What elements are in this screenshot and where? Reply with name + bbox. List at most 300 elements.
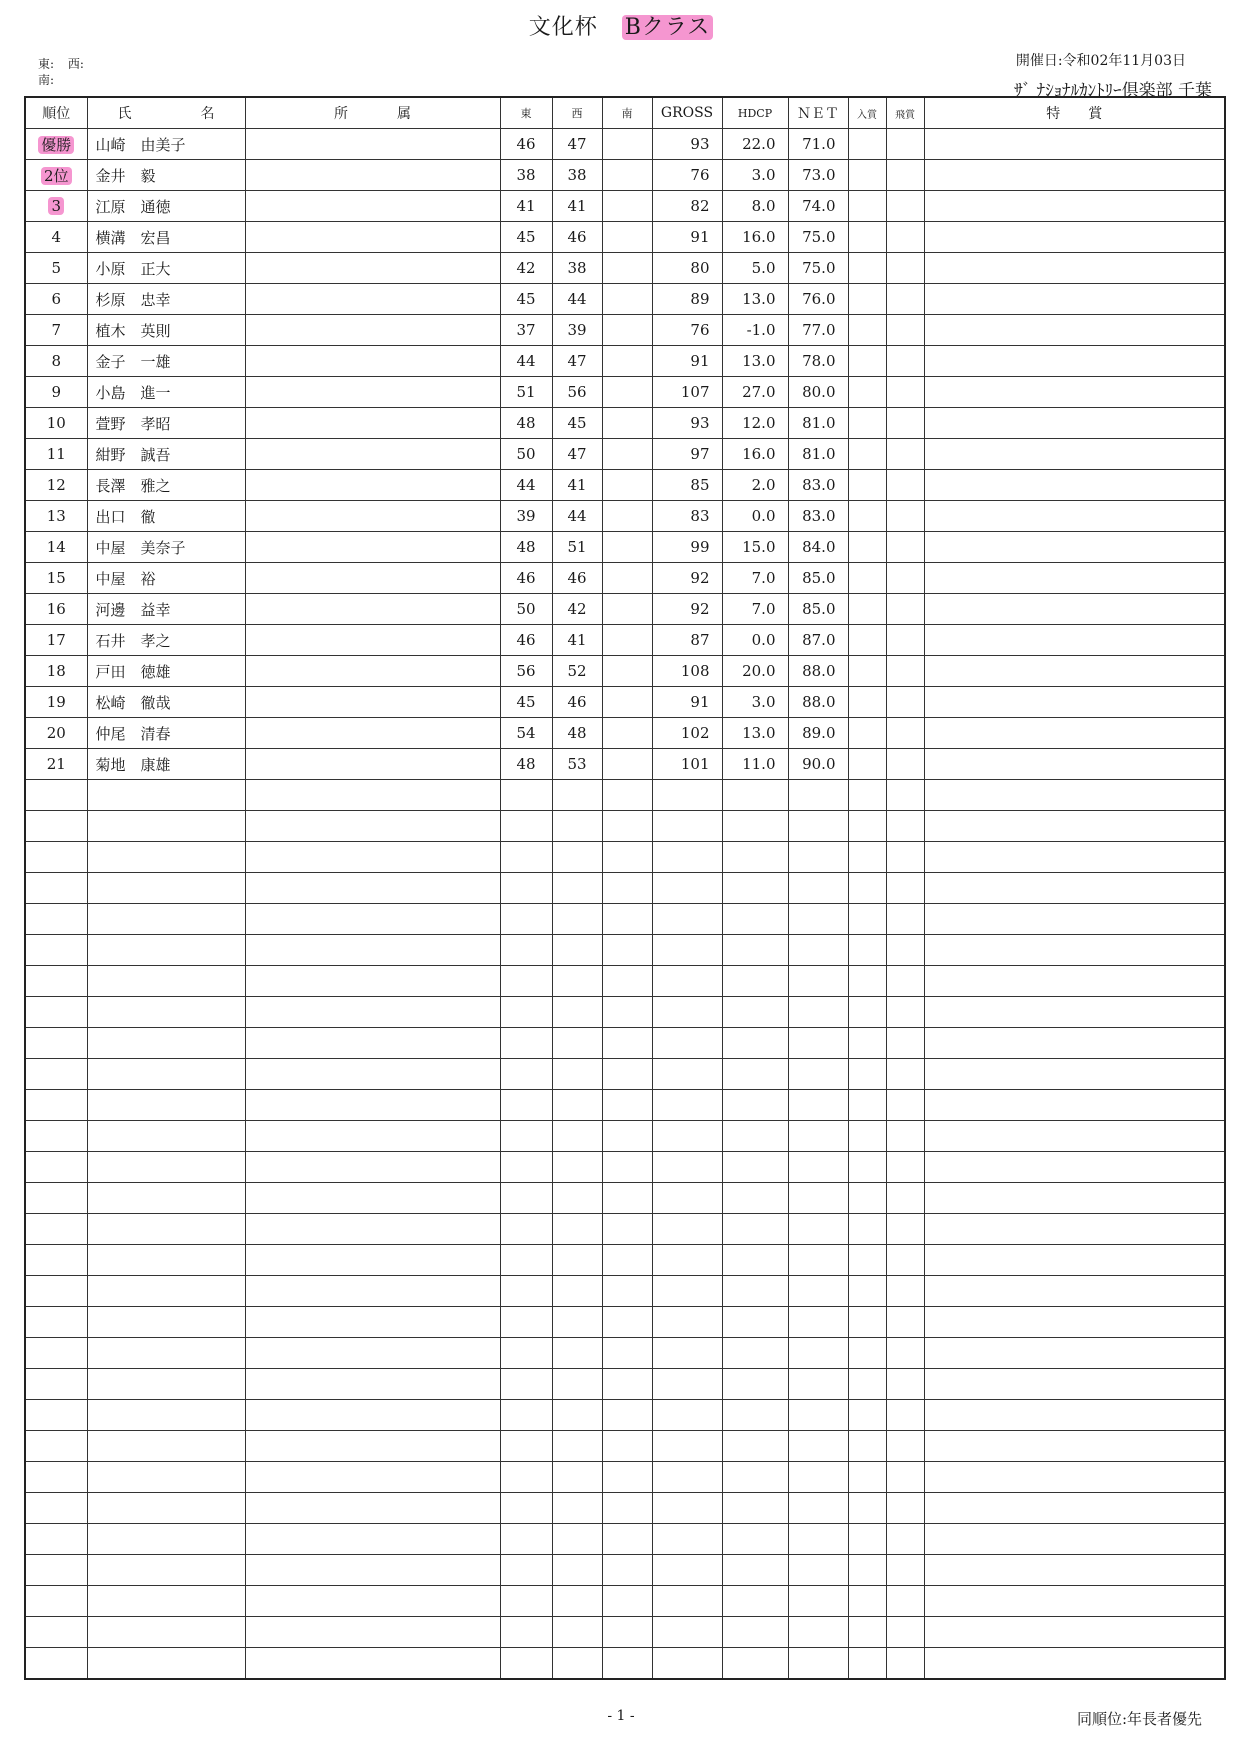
south-score-cell — [602, 1524, 652, 1555]
prize-cell — [848, 1276, 886, 1307]
table-row — [25, 594, 1225, 625]
east-score-cell — [500, 1555, 552, 1586]
page-title — [0, 10, 1242, 41]
west-score-cell: 41 — [552, 191, 602, 222]
rank-cell: 8 — [25, 346, 87, 377]
prize-cell — [848, 160, 886, 191]
table-header-row — [25, 97, 1225, 129]
col-prize: 入賞 — [848, 97, 886, 129]
affiliation-cell — [245, 563, 500, 594]
prize-cell — [848, 749, 886, 780]
east-score-cell: 38 — [500, 160, 552, 191]
special-cell — [924, 718, 1225, 749]
prize-cell — [848, 1152, 886, 1183]
gross-cell — [652, 1028, 722, 1059]
net-cell — [788, 1524, 848, 1555]
east-score-cell — [500, 1214, 552, 1245]
name-cell — [87, 1431, 245, 1462]
west-score-cell — [552, 1214, 602, 1245]
east-score-cell — [500, 1586, 552, 1617]
name-cell: 出口 徹 — [87, 501, 245, 532]
gross-cell — [652, 1152, 722, 1183]
table-row — [25, 191, 1225, 222]
south-score-cell — [602, 1152, 652, 1183]
hdcp-cell: -1.0 — [722, 315, 788, 346]
rank-cell — [25, 1462, 87, 1493]
east-score-cell: 45 — [500, 687, 552, 718]
table-row — [25, 408, 1225, 439]
west-score-cell — [552, 1059, 602, 1090]
special-cell — [924, 1369, 1225, 1400]
net-cell: 73.0 — [788, 160, 848, 191]
name-cell — [87, 1183, 245, 1214]
name-cell: 杉原 忠幸 — [87, 284, 245, 315]
south-score-cell — [602, 346, 652, 377]
affiliation-cell — [245, 687, 500, 718]
table-row — [25, 470, 1225, 501]
net-cell: 83.0 — [788, 470, 848, 501]
gross-cell: 89 — [652, 284, 722, 315]
longest-cell — [886, 377, 924, 408]
special-cell — [924, 439, 1225, 470]
prize-cell — [848, 1524, 886, 1555]
special-cell — [924, 501, 1225, 532]
hdcp-cell: 0.0 — [722, 625, 788, 656]
gross-cell — [652, 1648, 722, 1680]
net-cell: 83.0 — [788, 501, 848, 532]
south-score-cell — [602, 253, 652, 284]
hdcp-cell — [722, 1462, 788, 1493]
gross-cell: 102 — [652, 718, 722, 749]
gross-cell: 91 — [652, 687, 722, 718]
south-score-cell — [602, 842, 652, 873]
name-cell — [87, 1059, 245, 1090]
hdcp-cell — [722, 1400, 788, 1431]
empty-row — [25, 1307, 1225, 1338]
gross-cell — [652, 1121, 722, 1152]
empty-row — [25, 873, 1225, 904]
empty-row — [25, 1431, 1225, 1462]
special-cell — [924, 160, 1225, 191]
hdcp-cell — [722, 1028, 788, 1059]
special-cell — [924, 222, 1225, 253]
east-score-cell — [500, 1462, 552, 1493]
east-score-cell: 48 — [500, 749, 552, 780]
south-score-cell — [602, 501, 652, 532]
col-longest: 飛賞 — [886, 97, 924, 129]
affiliation-cell — [245, 1152, 500, 1183]
results-body — [25, 129, 1225, 1680]
west-score-cell — [552, 966, 602, 997]
special-cell — [924, 1617, 1225, 1648]
rank-cell: 13 — [25, 501, 87, 532]
affiliation-cell — [245, 1276, 500, 1307]
prize-cell — [848, 997, 886, 1028]
results-table — [24, 96, 1226, 1680]
hdcp-cell: 20.0 — [722, 656, 788, 687]
east-score-cell — [500, 1524, 552, 1555]
prize-cell — [848, 315, 886, 346]
east-score-cell — [500, 1307, 552, 1338]
name-cell — [87, 1617, 245, 1648]
net-cell: 88.0 — [788, 687, 848, 718]
rank-cell — [25, 780, 87, 811]
name-cell — [87, 1586, 245, 1617]
longest-cell — [886, 1648, 924, 1680]
rank-cell — [25, 1493, 87, 1524]
longest-cell — [886, 1245, 924, 1276]
net-cell — [788, 997, 848, 1028]
special-cell — [924, 1338, 1225, 1369]
name-cell — [87, 1152, 245, 1183]
table-row — [25, 718, 1225, 749]
south-score-cell — [602, 1369, 652, 1400]
rank-cell — [25, 1400, 87, 1431]
south-score-cell — [602, 966, 652, 997]
longest-cell — [886, 284, 924, 315]
table-row — [25, 625, 1225, 656]
empty-row — [25, 1028, 1225, 1059]
affiliation-cell — [245, 780, 500, 811]
prize-cell — [848, 718, 886, 749]
prize-cell — [848, 563, 886, 594]
empty-row — [25, 1462, 1225, 1493]
longest-cell — [886, 222, 924, 253]
class-label: Bクラス — [622, 15, 714, 40]
prize-cell — [848, 1183, 886, 1214]
special-cell — [924, 687, 1225, 718]
west-score-cell: 41 — [552, 625, 602, 656]
longest-cell — [886, 470, 924, 501]
gross-cell: 82 — [652, 191, 722, 222]
gross-cell: 107 — [652, 377, 722, 408]
col-affil-a: 所 — [334, 106, 349, 122]
net-cell — [788, 904, 848, 935]
empty-row — [25, 966, 1225, 997]
east-score-cell — [500, 935, 552, 966]
gross-cell — [652, 1586, 722, 1617]
west-score-cell — [552, 1276, 602, 1307]
longest-cell — [886, 687, 924, 718]
rank-cell: 21 — [25, 749, 87, 780]
gross-cell — [652, 1090, 722, 1121]
col-name-a: 氏 — [117, 106, 132, 122]
name-cell: 小島 進一 — [87, 377, 245, 408]
special-cell — [924, 408, 1225, 439]
col-affil-b: 属 — [396, 106, 411, 122]
empty-row — [25, 842, 1225, 873]
name-cell — [87, 966, 245, 997]
south-score-cell — [602, 1648, 652, 1680]
rank-cell: 11 — [25, 439, 87, 470]
hdcp-cell — [722, 1524, 788, 1555]
hdcp-cell — [722, 780, 788, 811]
empty-row — [25, 1121, 1225, 1152]
west-score-cell: 56 — [552, 377, 602, 408]
prize-cell — [848, 1245, 886, 1276]
net-cell: 77.0 — [788, 315, 848, 346]
east-score-cell: 42 — [500, 253, 552, 284]
special-cell — [924, 1462, 1225, 1493]
name-cell: 河邊 益幸 — [87, 594, 245, 625]
longest-cell — [886, 160, 924, 191]
net-cell — [788, 1648, 848, 1680]
affiliation-cell — [245, 501, 500, 532]
rank-cell — [25, 160, 87, 191]
rank-highlight: 3 — [48, 197, 64, 215]
hdcp-cell: 8.0 — [722, 191, 788, 222]
south-score-cell — [602, 222, 652, 253]
hdcp-cell — [722, 1152, 788, 1183]
empty-row — [25, 1183, 1225, 1214]
south-score-cell — [602, 656, 652, 687]
affiliation-cell — [245, 811, 500, 842]
east-score-cell — [500, 842, 552, 873]
gross-cell — [652, 904, 722, 935]
hdcp-cell: 7.0 — [722, 563, 788, 594]
south-score-cell — [602, 1400, 652, 1431]
west-score-cell: 46 — [552, 222, 602, 253]
empty-row — [25, 1152, 1225, 1183]
net-cell — [788, 1152, 848, 1183]
east-score-cell: 46 — [500, 625, 552, 656]
gross-cell — [652, 1307, 722, 1338]
rank-cell — [25, 1648, 87, 1680]
net-cell: 84.0 — [788, 532, 848, 563]
affiliation-cell — [245, 1493, 500, 1524]
prize-cell — [848, 1369, 886, 1400]
prize-cell — [848, 1493, 886, 1524]
longest-cell — [886, 1400, 924, 1431]
west-label: 西: — [67, 57, 84, 71]
west-score-cell: 48 — [552, 718, 602, 749]
col-east: 東 — [500, 97, 552, 129]
south-score-cell — [602, 1617, 652, 1648]
prize-cell — [848, 253, 886, 284]
special-cell — [924, 1555, 1225, 1586]
empty-row — [25, 1555, 1225, 1586]
special-cell — [924, 284, 1225, 315]
south-score-cell — [602, 935, 652, 966]
special-cell — [924, 1121, 1225, 1152]
south-score-cell — [602, 160, 652, 191]
rank-cell — [25, 1617, 87, 1648]
name-cell — [87, 997, 245, 1028]
longest-cell — [886, 966, 924, 997]
longest-cell — [886, 1152, 924, 1183]
affiliation-cell — [245, 346, 500, 377]
affiliation-cell — [245, 1369, 500, 1400]
longest-cell — [886, 129, 924, 160]
west-score-cell — [552, 1493, 602, 1524]
affiliation-cell — [245, 873, 500, 904]
name-cell — [87, 1369, 245, 1400]
west-score-cell — [552, 1338, 602, 1369]
west-score-cell: 44 — [552, 501, 602, 532]
longest-cell — [886, 1431, 924, 1462]
south-score-cell — [602, 1307, 652, 1338]
hdcp-cell — [722, 1338, 788, 1369]
rank-cell — [25, 935, 87, 966]
longest-cell — [886, 1059, 924, 1090]
name-cell — [87, 1493, 245, 1524]
rank-cell — [25, 1586, 87, 1617]
affiliation-cell — [245, 1183, 500, 1214]
name-cell — [87, 1338, 245, 1369]
special-cell — [924, 1059, 1225, 1090]
rank-cell — [25, 966, 87, 997]
rank-cell — [25, 1431, 87, 1462]
prize-cell — [848, 904, 886, 935]
rank-cell — [25, 904, 87, 935]
west-score-cell: 39 — [552, 315, 602, 346]
gross-cell — [652, 1214, 722, 1245]
affiliation-cell — [245, 966, 500, 997]
special-cell — [924, 1524, 1225, 1555]
col-name — [87, 97, 245, 129]
name-cell: 横溝 宏昌 — [87, 222, 245, 253]
prize-cell — [848, 1586, 886, 1617]
west-score-cell — [552, 811, 602, 842]
net-cell — [788, 1338, 848, 1369]
special-cell — [924, 594, 1225, 625]
prize-cell — [848, 439, 886, 470]
empty-row — [25, 1648, 1225, 1680]
rank-cell — [25, 1276, 87, 1307]
prize-cell — [848, 873, 886, 904]
east-score-cell: 56 — [500, 656, 552, 687]
east-score-cell — [500, 1276, 552, 1307]
east-score-cell: 51 — [500, 377, 552, 408]
south-score-cell — [602, 718, 652, 749]
east-score-cell — [500, 873, 552, 904]
east-score-cell — [500, 1400, 552, 1431]
special-cell — [924, 811, 1225, 842]
affiliation-cell — [245, 935, 500, 966]
prize-cell — [848, 408, 886, 439]
prize-cell — [848, 1462, 886, 1493]
gross-cell: 80 — [652, 253, 722, 284]
hdcp-cell — [722, 1493, 788, 1524]
gross-cell — [652, 811, 722, 842]
net-cell: 75.0 — [788, 222, 848, 253]
affiliation-cell — [245, 904, 500, 935]
hdcp-cell: 12.0 — [722, 408, 788, 439]
net-cell — [788, 1493, 848, 1524]
longest-cell — [886, 1462, 924, 1493]
hdcp-cell — [722, 1214, 788, 1245]
south-score-cell — [602, 1555, 652, 1586]
east-score-cell — [500, 1338, 552, 1369]
net-cell — [788, 811, 848, 842]
south-score-cell — [602, 470, 652, 501]
empty-row — [25, 1617, 1225, 1648]
prize-cell — [848, 1431, 886, 1462]
south-score-cell — [602, 1090, 652, 1121]
west-score-cell — [552, 1648, 602, 1680]
gross-cell — [652, 1276, 722, 1307]
west-score-cell: 46 — [552, 563, 602, 594]
net-cell: 85.0 — [788, 594, 848, 625]
rank-cell — [25, 1524, 87, 1555]
rank-cell: 17 — [25, 625, 87, 656]
hdcp-cell — [722, 842, 788, 873]
affiliation-cell — [245, 408, 500, 439]
prize-cell — [848, 935, 886, 966]
gross-cell: 93 — [652, 129, 722, 160]
special-cell — [924, 1245, 1225, 1276]
south-score-cell — [602, 1276, 652, 1307]
affiliation-cell — [245, 1245, 500, 1276]
prize-cell — [848, 222, 886, 253]
affiliation-cell — [245, 1059, 500, 1090]
east-score-cell — [500, 1648, 552, 1680]
longest-cell — [886, 315, 924, 346]
special-cell — [924, 1648, 1225, 1680]
affiliation-cell — [245, 1121, 500, 1152]
prize-cell — [848, 1121, 886, 1152]
affiliation-cell — [245, 997, 500, 1028]
west-score-cell: 47 — [552, 129, 602, 160]
col-west: 西 — [552, 97, 602, 129]
east-score-cell: 54 — [500, 718, 552, 749]
hdcp-cell — [722, 935, 788, 966]
hdcp-cell — [722, 1369, 788, 1400]
rank-cell — [25, 873, 87, 904]
south-score-cell — [602, 1338, 652, 1369]
rank-cell — [25, 1369, 87, 1400]
affiliation-cell — [245, 625, 500, 656]
affiliation-cell — [245, 1524, 500, 1555]
south-score-cell — [602, 315, 652, 346]
east-score-cell: 44 — [500, 346, 552, 377]
gross-cell — [652, 1338, 722, 1369]
rank-cell — [25, 1028, 87, 1059]
net-cell — [788, 1028, 848, 1059]
west-score-cell: 52 — [552, 656, 602, 687]
empty-row — [25, 1059, 1225, 1090]
east-score-cell — [500, 997, 552, 1028]
gross-cell — [652, 997, 722, 1028]
special-cell — [924, 1586, 1225, 1617]
net-cell — [788, 1245, 848, 1276]
name-cell — [87, 1555, 245, 1586]
hdcp-cell: 3.0 — [722, 160, 788, 191]
south-score-cell — [602, 687, 652, 718]
event-date: 開催日:令和02年11月03日 — [1015, 53, 1186, 69]
west-score-cell: 42 — [552, 594, 602, 625]
gross-cell — [652, 1400, 722, 1431]
table-row — [25, 749, 1225, 780]
east-score-cell: 48 — [500, 408, 552, 439]
hdcp-cell: 16.0 — [722, 439, 788, 470]
rank-cell — [25, 1338, 87, 1369]
special-cell — [924, 904, 1225, 935]
gross-cell — [652, 1059, 722, 1090]
name-cell: 萱野 孝昭 — [87, 408, 245, 439]
special-cell — [924, 656, 1225, 687]
west-score-cell — [552, 1431, 602, 1462]
longest-cell — [886, 1121, 924, 1152]
name-cell — [87, 935, 245, 966]
prize-cell — [848, 966, 886, 997]
special-cell — [924, 315, 1225, 346]
affiliation-cell — [245, 532, 500, 563]
affiliation-cell — [245, 377, 500, 408]
affiliation-cell — [245, 749, 500, 780]
gross-cell: 87 — [652, 625, 722, 656]
name-cell: 戸田 徳雄 — [87, 656, 245, 687]
